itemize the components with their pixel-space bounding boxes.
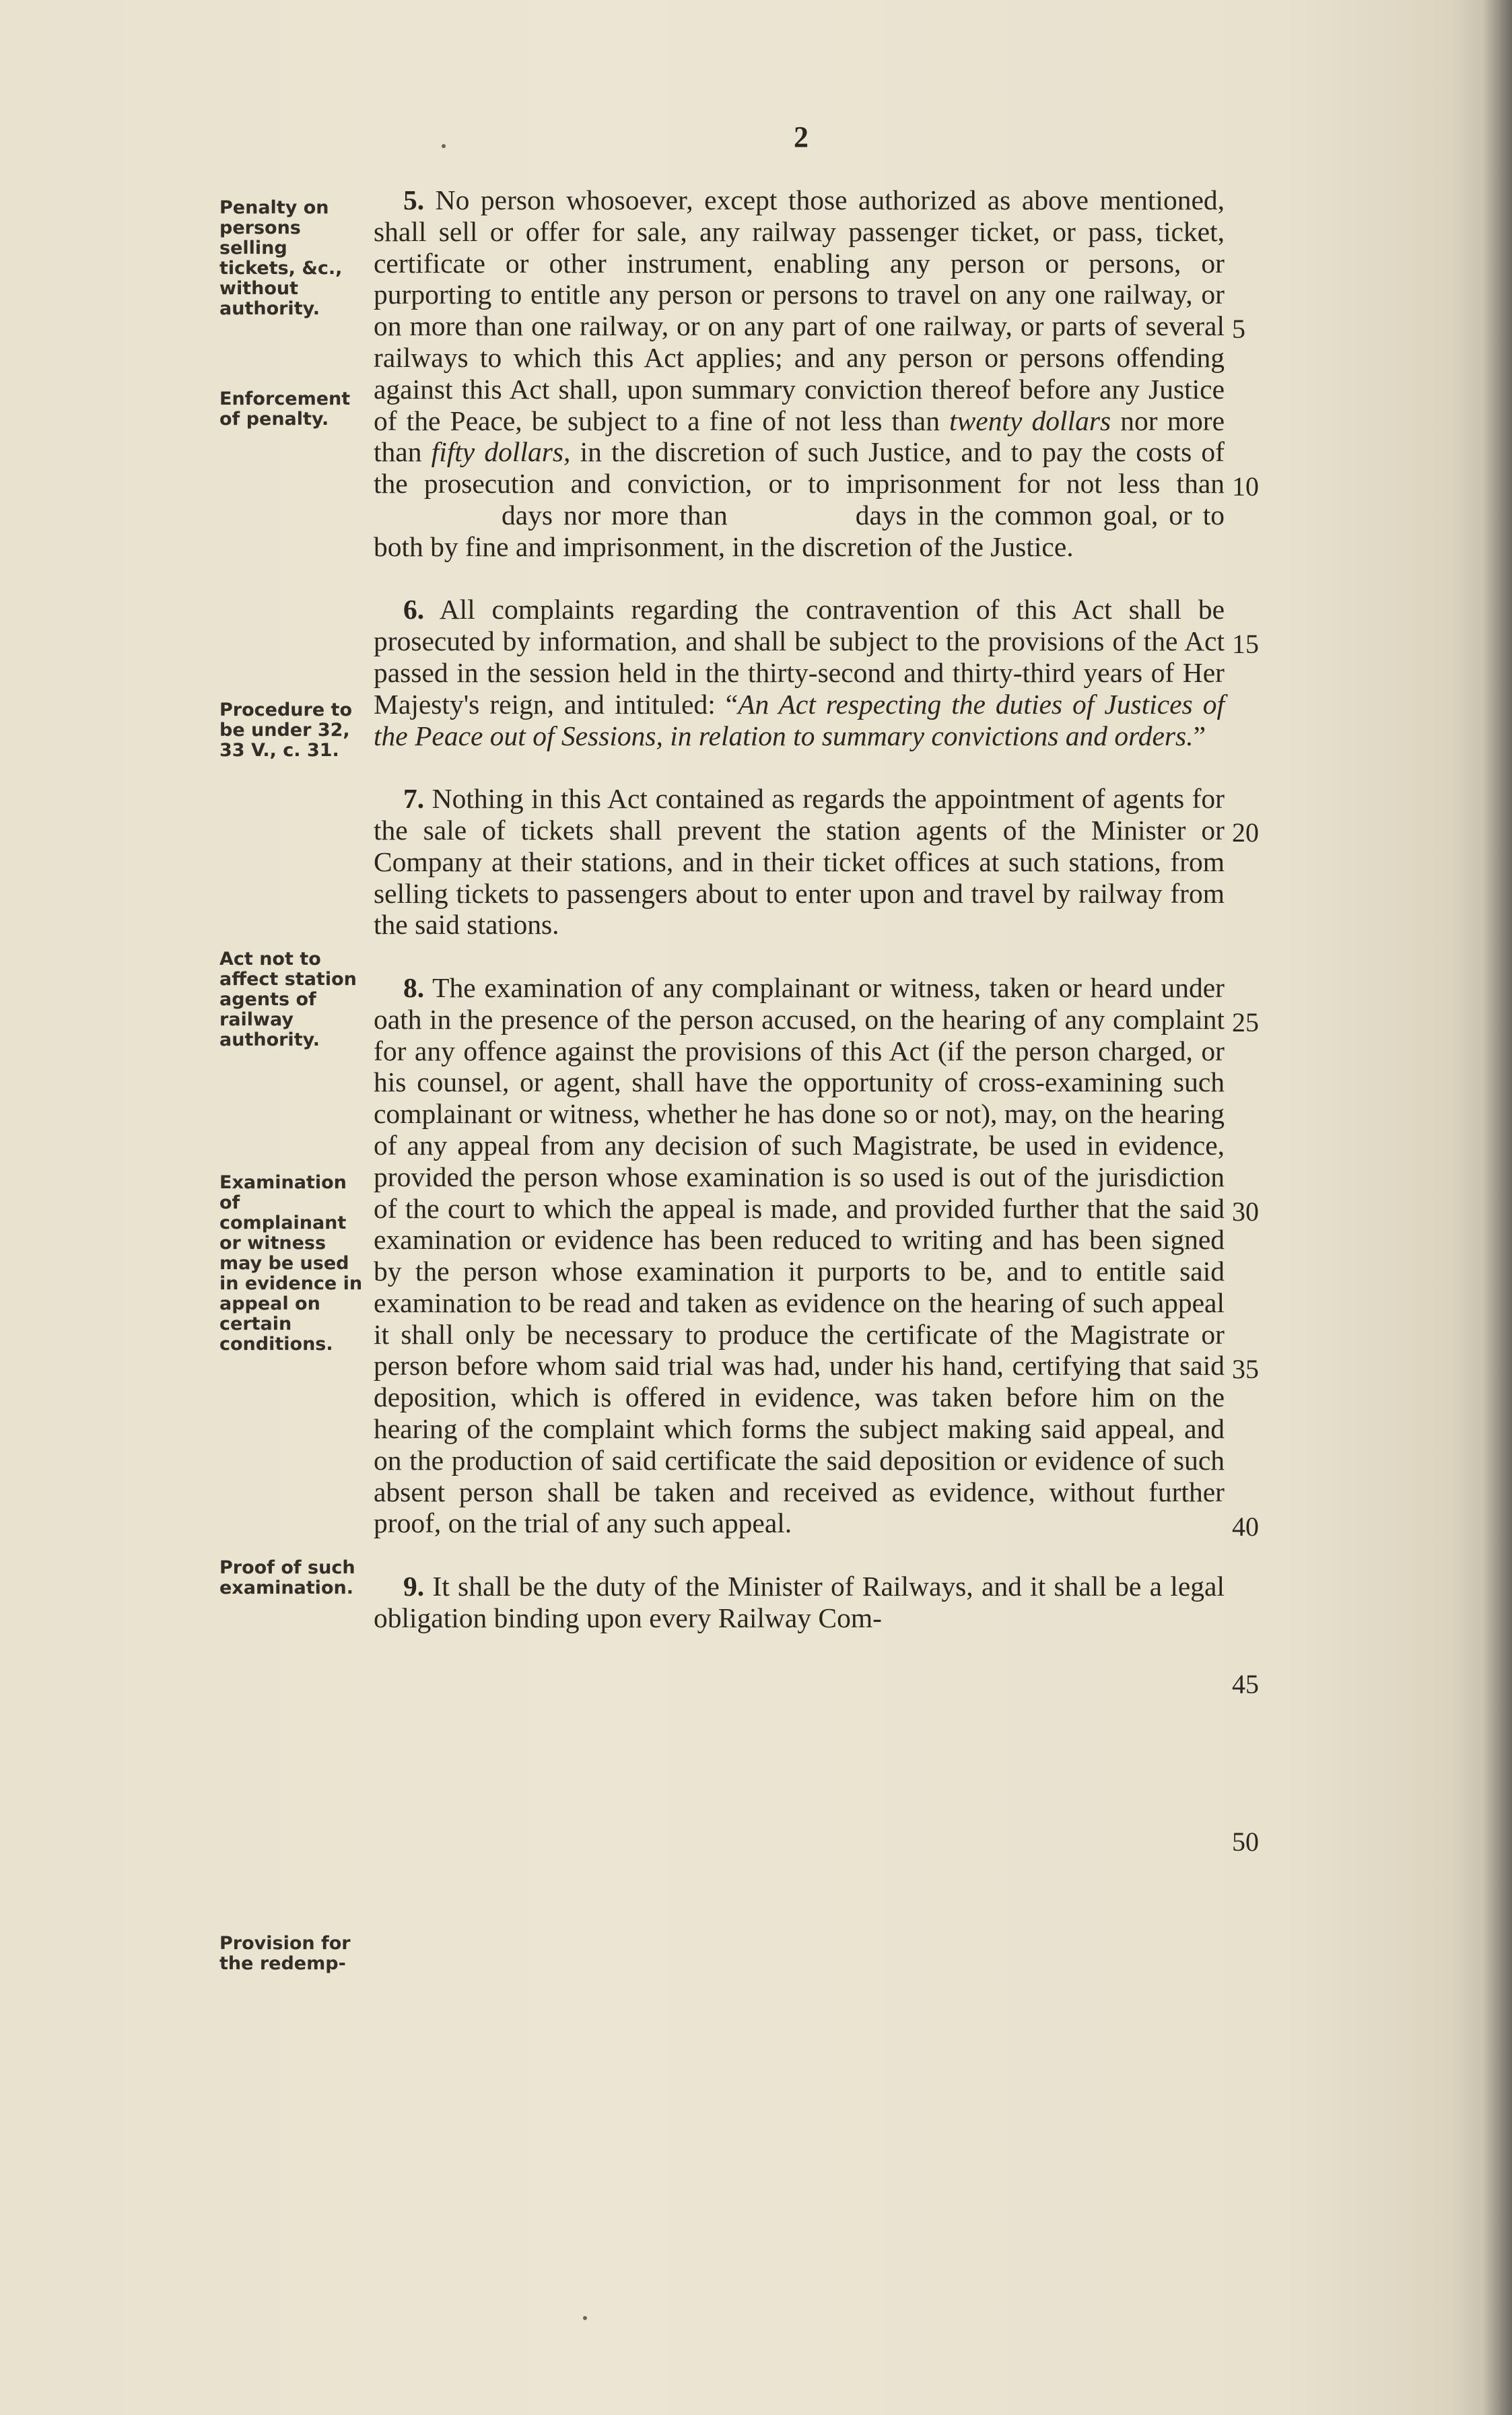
section-text: It shall be the duty of the Minister of Railways, and it shall be a legal obligation binding upon every Railway Com- xyxy=(374,1571,1225,1633)
margin-note-examination: Examination of complainant or witness may be used in evidence in appeal on certain conditions. xyxy=(219,1172,363,1355)
line-number: 35 xyxy=(1232,1354,1259,1384)
section-text: No person whosoever, except those authorized as above mentioned, shall sell or offer for sale, any railway passenger ticket, or pass, ticket, certificate or other instrument, enabling any person or persons, or purporting to entitle any person or persons to travel on any one railway, or on more than one railway, or on any part of one railway, or parts of several railways to which this Act applies; and any person or persons offending against this Act shall, upon summary conviction thereof before any Justice of the Peace, be subject to a fine of not less than xyxy=(374,184,1225,436)
line-number: 5 xyxy=(1232,314,1245,344)
page-number: 2 xyxy=(794,121,809,154)
line-number: 40 xyxy=(1232,1511,1259,1542)
section-text: ” xyxy=(1193,720,1206,751)
line-number: 50 xyxy=(1232,1827,1259,1857)
section-text: The examination of any complainant or witness, taken or heard under oath in the presence of the person accused, on the hearing of any complaint for any offence against the provisions of this Act (if the person charged, or his counsel, or agent, shall have the opportunity of cross-examining such complainant or witness, whether he has done so or not), may, on the hearing of any appeal from any decision of such Magistrate, be used in evidence, provided the person whose examination is so used is out of the jurisdiction of the court to which the appeal is made, and provided further that the said examination or evidence has been reduced to writing and has been signed by the person whose examination it purports to be, and to entitle said examination to be read and taken as evidence on the hearing of such appeal it shall only be necessary to produce the certificate of the Magistrate or person before whom said trial was had, under his hand, certifying that said deposition, which is offered in evidence, was taken before him on the hearing of the complaint which forms the subject making said appeal, and on the production of said certificate the said deposition or evidence of such absent person shall be taken and received as evidence, without further proof, on the trial of any such appeal. xyxy=(374,972,1225,1539)
section-6 xyxy=(374,594,1225,751)
section-text: in the discretion of such Justice, and to pay the costs of the prosecution and conviction, or to imprisonment for not less than xyxy=(374,436,1225,500)
line-number: 25 xyxy=(1232,1007,1259,1038)
line-number: 10 xyxy=(1232,471,1259,502)
section-number: 6. xyxy=(403,594,425,625)
margin-note-procedure: Procedure to be under 32, 33 V., c. 31. xyxy=(219,700,353,761)
section-text: days nor more than xyxy=(502,499,728,531)
section-text: nor more than xyxy=(374,405,1225,468)
margin-note-redemption: Provision for the redemp- xyxy=(219,1933,351,1974)
section-number: 7. xyxy=(403,783,425,815)
margin-note-station-agents: Act not to affect station agents of railway authority. xyxy=(219,949,357,1050)
section-text: days in the common goal, or to both by fine and imprisonment, in the discretion of the Justice. xyxy=(374,499,1225,562)
section-7 xyxy=(374,783,1225,941)
section-text-italic: twenty dollars xyxy=(949,405,1111,436)
section-number: 9. xyxy=(403,1571,425,1602)
section-5 xyxy=(374,184,1225,563)
margin-note-proof: Proof of such examination. xyxy=(219,1557,355,1598)
body-text xyxy=(374,184,1225,1665)
section-number: 8. xyxy=(403,972,425,1003)
line-number: 20 xyxy=(1232,817,1259,848)
margin-note-penalty: Penalty on persons selling tickets, &c., without authority. xyxy=(219,197,343,319)
line-number: 15 xyxy=(1232,629,1259,659)
margin-note-enforcement: Enforcement of penalty. xyxy=(219,388,351,430)
paper-speck xyxy=(442,144,446,148)
section-9 xyxy=(374,1571,1225,1634)
line-number: 30 xyxy=(1232,1196,1259,1227)
section-8 xyxy=(374,972,1225,1539)
paper-speck xyxy=(583,2316,587,2320)
section-text-italic: fifty dollars, xyxy=(431,436,571,468)
line-number: 45 xyxy=(1232,1669,1259,1699)
section-number: 5. xyxy=(403,184,425,215)
section-text: Nothing in this Act contained as regards the appointment of agents for the sale of tickets shall prevent the station agents of the Minister or Company at their stations, and in their ticket offices at such stations, from selling tickets to passengers about to enter upon and travel by railway from the said stations. xyxy=(374,783,1225,941)
section-text: All complaints regarding the contravention of this Act shall be prosecuted by information, and shall be subject to the provisions of the Act passed in the session held in the thirty-second and thirty-third years of Her Majesty's reign, and intituled: “ xyxy=(374,594,1225,720)
section-text-italic: An Act respecting the duties of Justices of the Peace out of Sessions, in relation to summary convictions and orders. xyxy=(374,688,1225,751)
page-edge-shadow xyxy=(1481,0,1512,2415)
